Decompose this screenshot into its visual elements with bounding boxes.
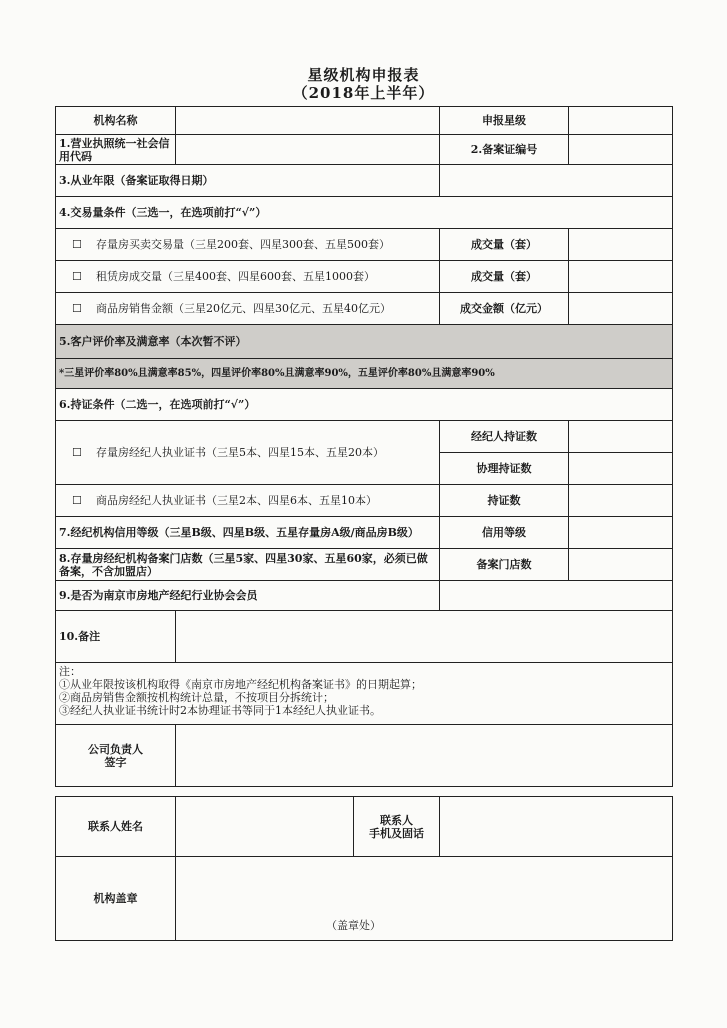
seal-label: 机构盖章 [56,857,176,941]
rating-title: 5.客户评价率及满意率（本次暂不评） [56,325,673,359]
cert-option-2 [56,485,440,517]
trade-option-3-unit: 成交金额（亿元） [440,293,569,325]
cert-count-label: 持证数 [440,485,569,517]
cert-assistant-count-label: 协理持证数 [440,453,569,485]
stores-count-field[interactable] [569,549,673,581]
agency-name-label: 机构名称 [56,107,176,135]
trade-option-1-label: 存量房买卖交易量（三星200套、四星300套、五星500套） [96,238,390,251]
stores-label [56,549,440,581]
note-line-2: ②商品房销售金额按机构统计总量，不按项目分拆统计； [59,691,334,704]
record-number-label: 2.备案证编号 [440,135,569,165]
checkbox-empty-icon[interactable]: ☐ [72,302,82,315]
trade-option-1-field[interactable] [569,229,673,261]
cert-option-2-label: 商品房经纪人执业证书（三星2本、四星6本、五星10本） [96,494,377,507]
apply-star-label: 申报星级 [440,107,569,135]
contact-phone-line2: 手机及固话 [369,826,424,840]
checkbox-empty-icon[interactable]: ☐ [72,446,82,459]
cert-broker-count-label: 经纪人持证数 [440,421,569,453]
checkbox-empty-icon[interactable]: ☐ [72,494,82,507]
trade-option-2 [56,261,440,293]
signer-label-line1: 公司负责人 [88,742,143,756]
contact-phone-field[interactable] [440,797,673,857]
form-period: （2018年上半年） [292,84,435,102]
trade-option-1-unit: 成交量（套） [440,229,569,261]
contact-name-field[interactable] [176,797,354,857]
license-code-field[interactable] [176,135,440,165]
trade-option-2-field[interactable] [569,261,673,293]
seal-field[interactable] [176,857,673,941]
years-field[interactable] [440,165,673,197]
trade-option-2-unit: 成交量（套） [440,261,569,293]
notes-block [56,663,673,725]
note-line-3: ③经纪人执业证书统计时2本协理证书等同于1本经纪人执业证书。 [59,704,381,717]
agency-name-field[interactable] [176,107,440,135]
trade-option-1 [56,229,440,261]
trade-option-3-label: 商品房销售金额（三星20亿元、四星30亿元、五星40亿元） [96,302,391,315]
contact-seal-table [55,796,673,941]
signer-label [56,725,176,787]
trade-option-2-label: 租赁房成交量（三星400套、四星600套、五星1000套） [96,270,375,283]
years-label: 3.从业年限（备案证取得日期） [56,165,440,197]
member-label: 9.是否为南京市房地产经纪行业协会会员 [56,581,440,611]
member-field[interactable] [440,581,673,611]
apply-star-field[interactable] [569,107,673,135]
application-table-main [55,106,673,787]
cert-broker-count-field[interactable] [569,421,673,453]
cert-title: 6.持证条件（二选一，在选项前打“√”） [56,389,673,421]
credit-grade-field[interactable] [569,517,673,549]
cert-assistant-count-field[interactable] [569,453,673,485]
checkbox-empty-icon[interactable]: ☐ [72,270,82,283]
cert-option-1-label: 存量房经纪人执业证书（三星5本、四星15本、五星20本） [96,446,384,459]
stores-text: 8.存量房经纪机构备案门店数（三星5家、四星30家、五星60家，必须已做备案，不含加盟店） [59,551,428,578]
license-code-label: 1.营业执照统一社会信用代码 [56,135,176,165]
credit-grade-label: 信用等级 [440,517,569,549]
record-number-field[interactable] [569,135,673,165]
trade-title: 4.交易量条件（三选一，在选项前打“√”） [56,197,673,229]
cert-option-1 [56,421,440,485]
contact-name-label: 联系人姓名 [56,797,176,857]
remark-field[interactable] [176,611,673,663]
credit-text: 7.经纪机构信用等级（三星B级、四星B级、五星存量房A级/商品房B级） [59,526,419,539]
signer-field[interactable] [176,725,673,787]
trade-option-3-field[interactable] [569,293,673,325]
stores-count-label: 备案门店数 [440,549,569,581]
remark-label: 10.备注 [56,611,176,663]
trade-option-3 [56,293,440,325]
credit-label [56,517,440,549]
form-title: 星级机构申报表 [307,66,420,84]
signer-label-line2: 签字 [104,755,127,769]
cert-count-field[interactable] [569,485,673,517]
rating-note: *三星评价率80%且满意率85%，四星评价率80%且满意率90%，五星评价率80%且满意率90% [56,359,673,389]
seal-place-text: （盖章处） [326,919,381,932]
checkbox-empty-icon[interactable]: ☐ [72,238,82,251]
note-line-1: ①从业年限按该机构取得《南京市房地产经纪机构备案证书》的日期起算； [59,678,422,691]
contact-phone-line1: 联系人 [380,813,413,827]
notes-heading: 注： [59,665,81,678]
contact-phone-label [354,797,440,857]
